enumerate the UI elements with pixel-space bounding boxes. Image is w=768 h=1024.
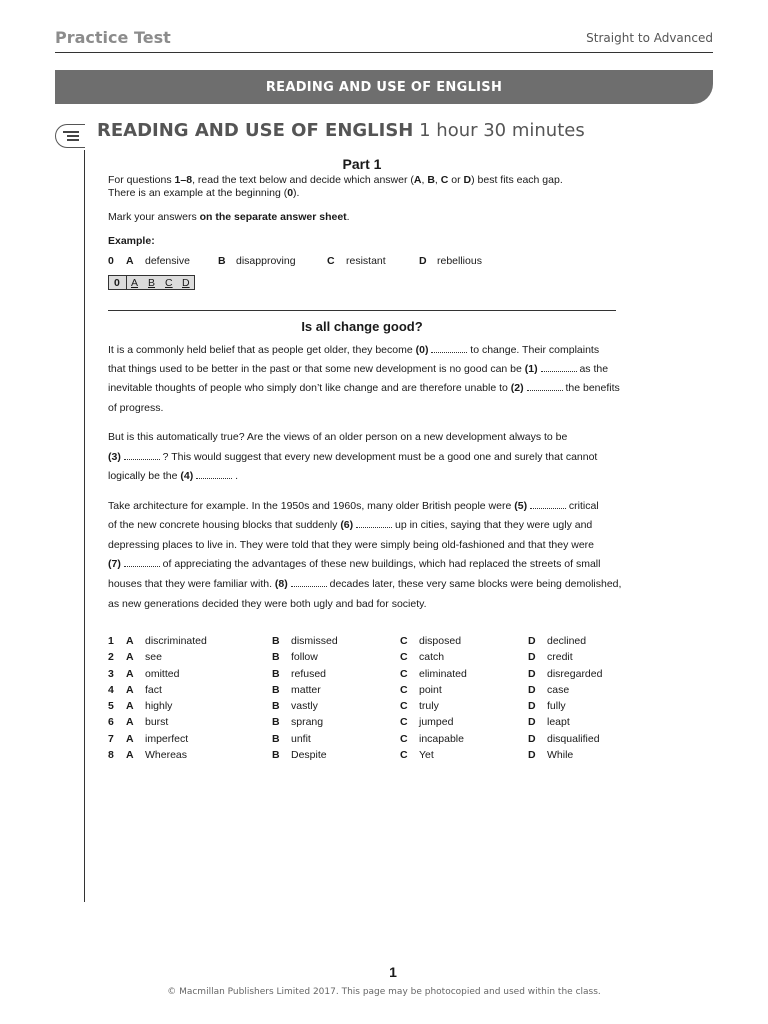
option-row: 4 A fact B matter C point D case [108,684,570,696]
answer-gap [527,382,563,391]
answer-gap [541,363,577,372]
option-row: 6 A burst B sprang C jumped D leapt [108,716,570,728]
option-row: 5 A highly B vastly C truly D fully [108,700,566,712]
text-line: Take architecture for example. In the 1950s and 1960s, many older British people were (5) critical [108,500,599,512]
text-divider [108,310,616,311]
example-label: Example: [108,235,155,247]
option-row: 2 A see B follow C catch D credit [108,651,573,663]
mark-answers-note: Mark your answers on the separate answer sheet. [108,211,350,223]
header-title: Practice Test [55,28,171,47]
document-lines-icon [55,124,85,148]
margin-rule [84,150,85,902]
text-line: inevitable thoughts of people who simply don’t like change and are therefore unable to (2) the benefits [108,382,620,394]
answer-gap [356,519,392,528]
text-line: of the new concrete housing blocks that suddenly (6) up in cities, saying that they were ugly and [108,519,593,531]
text-line: But is this automatically true? Are the views of an older person on a new development always to be [108,431,568,443]
section-title [97,120,585,141]
text-title: Is all change good? [301,319,423,334]
header-right-label: Straight to Advanced [586,31,713,45]
example-answer-box: 0 A B C D [108,275,195,290]
text-line: houses that they were familiar with. (8) decades later, these very same blocks were being demolished, [108,578,622,590]
text-line: (3) ? This would suggest that every new development must be a good one and surely that cannot [108,451,598,463]
page-number: 1 [389,964,397,980]
instructions-line-2: There is an example at the beginning (0). [108,187,300,199]
text-line: of progress. [108,402,164,414]
answer-gap [291,578,327,587]
option-row: 8 A Whereas B Despite C Yet D While [108,749,574,761]
answer-gap [124,558,160,567]
text-line: depressing places to live in. They were told that they were simply being old-fashioned and that they were [108,539,594,551]
section-duration: 1 hour 30 minutes [419,120,585,141]
option-row: 7 A imperfect B unfit C incapable D disqualified [108,733,600,745]
option-row: 1 A discriminated B dismissed C disposed D declined [108,635,587,647]
text-line: as new generations decided they were both ugly and bad for society. [108,598,427,610]
answer-gap [530,500,566,509]
option-row: 3 A omitted B refused C eliminated D disregarded [108,668,603,680]
text-line: logically be the (4) . [108,470,238,482]
header-divider [55,52,713,53]
banner-label: READING AND USE OF ENGLISH [265,79,503,95]
instructions-line-1: For questions 1–8, read the text below and decide which answer (A, B, C or D) best fits each gap. [108,174,563,186]
section-banner [55,70,713,104]
instructions [108,174,628,200]
example-options: 0 A defensive B disapproving C resistant D rebellious [108,255,482,267]
text-line: that things used to be better in the past or that some new development is no good can be (1) as the [108,363,609,375]
copyright-footer: © Macmillan Publishers Limited 2017. This page may be photocopied and used within the class. [167,987,601,997]
answer-gap [124,451,160,460]
answer-gap [196,470,232,479]
part-heading: Part 1 [342,156,382,172]
section-title-main: READING AND USE OF ENGLISH [97,120,414,141]
answer-gap [431,344,467,353]
text-line: (7) of appreciating the advantages of these new buildings, which had replaced the streets of small [108,558,601,570]
text-line: It is a commonly held belief that as people get older, they become (0) to change. Their complaints [108,344,600,356]
